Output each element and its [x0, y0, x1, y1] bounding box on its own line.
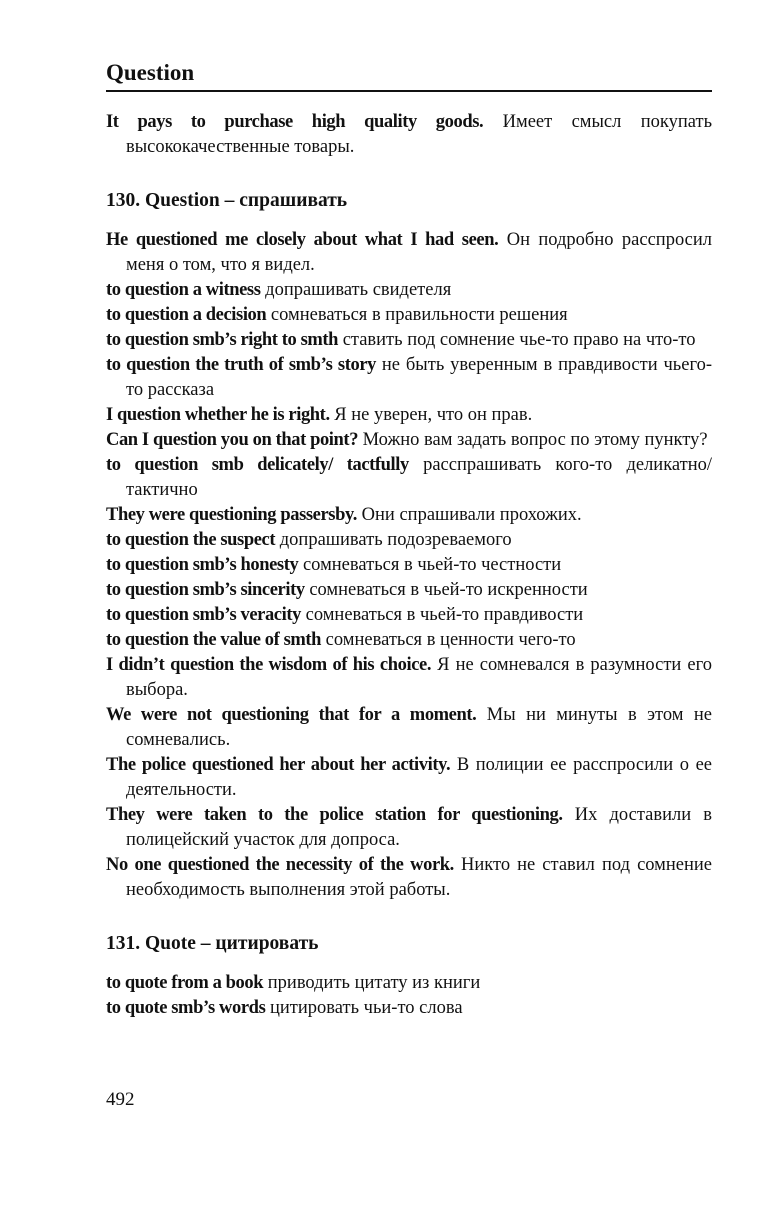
entry — [106, 453, 712, 503]
running-head: Question — [106, 58, 712, 92]
entry-translation: Я не сомневался в разумности его выбора. — [126, 655, 712, 700]
entry-translation: Их доставили в полицейский участок для допроса. — [126, 805, 712, 850]
entry — [106, 996, 712, 1021]
entry — [106, 578, 712, 603]
entry-phrase: We were not questioning that for a moment. — [106, 705, 477, 725]
entry-phrase: to question the suspect — [106, 530, 276, 550]
entry-phrase: I question whether he is right. — [106, 405, 330, 425]
entry-phrase: to question smb’s honesty — [106, 555, 299, 575]
entry-translation: Мы ни минуты в этом не сомневались. — [126, 705, 713, 750]
section-130-entries — [106, 228, 712, 903]
entry — [106, 628, 712, 653]
entry-phrase: Can I question you on that point? — [106, 430, 359, 450]
entry — [106, 328, 712, 353]
entry-phrase: to question smb’s veracity — [106, 605, 301, 625]
entry-translation: Имеет смысл покупать высококачественные товары. — [126, 112, 713, 157]
entry-phrase: to question smb’s right to smth — [106, 330, 339, 350]
entry-phrase: No one questioned the necessity of the work. — [106, 855, 454, 875]
entry-translation: сомневаться в чьей-то искренности — [309, 580, 588, 600]
entry-translation: цитировать чьи-то слова — [270, 998, 463, 1018]
entry-translation: В полиции ее расспросили о ее деятельности. — [126, 755, 712, 800]
entry-translation: Я не уверен, что он прав. — [334, 405, 533, 425]
entry-phrase: The police questioned her about her activity. — [106, 755, 451, 775]
entry — [106, 803, 712, 853]
entry-translation: Они спрашивали прохожих. — [361, 505, 582, 525]
entry — [106, 278, 712, 303]
entry — [106, 753, 712, 803]
entry-phrase: to question the value of smth — [106, 630, 322, 650]
entry — [106, 303, 712, 328]
entry-translation: сомневаться в чьей-то честности — [302, 555, 562, 575]
entry — [106, 353, 712, 403]
entry-translation: не быть уверенным в правдивости чьего-то рассказа — [126, 355, 712, 400]
entry-phrase: to question the truth of smb’s story — [106, 355, 376, 375]
entry-phrase: to quote from a book — [106, 973, 264, 993]
entry-phrase: to question a witness — [106, 280, 261, 300]
entry — [106, 503, 712, 528]
section-title-131: 131. Quote – цитировать — [106, 933, 319, 954]
entry-translation: Можно вам задать вопрос по этому пункту? — [362, 430, 708, 450]
section-131-entries — [106, 971, 712, 1021]
entry — [106, 853, 712, 903]
entry — [106, 653, 712, 703]
entry-translation: допрашивать свидетеля — [265, 280, 452, 300]
entry-translation: сомневаться в чьей-то правдивости — [305, 605, 584, 625]
entry-translation: приводить цитату из книги — [267, 973, 481, 993]
entry-translation: сомневаться в правильности решения — [270, 305, 568, 325]
entry — [106, 110, 712, 160]
entry-translation: ставить под сомнение чье-то право на что-то — [342, 330, 696, 350]
entry — [106, 228, 712, 278]
entry — [106, 428, 712, 453]
entry-phrase: to question smb delicately/ tactfully — [106, 455, 409, 475]
entry-translation: расспрашивать кого-то деликатно/ тактично — [126, 455, 713, 500]
entry — [106, 553, 712, 578]
entry-phrase: He questioned me closely about what I had seen. — [106, 230, 499, 250]
entry-translation: сомневаться в ценности чего-то — [325, 630, 576, 650]
entry-translation: Никто не ставил под сомнение необходимость выполнения этой работы. — [126, 855, 713, 900]
page-number: 492 — [106, 1089, 135, 1110]
entry — [106, 971, 712, 996]
entry-phrase: to question a decision — [106, 305, 267, 325]
intro-entries — [106, 110, 712, 160]
entry-phrase: I didn’t question the wisdom of his choice. — [106, 655, 432, 675]
entry — [106, 528, 712, 553]
entry — [106, 603, 712, 628]
entry-phrase: to question smb’s sincerity — [106, 580, 305, 600]
entry-phrase: They were questioning passersby. — [106, 505, 358, 525]
entry — [106, 403, 712, 428]
dictionary-page — [106, 58, 712, 1021]
entry-phrase: to quote smb’s words — [106, 998, 266, 1018]
entry — [106, 703, 712, 753]
entry-phrase: It pays to purchase high quality goods. — [106, 112, 484, 132]
entry-translation: Он подробно расспросил меня о том, что я видел. — [126, 230, 712, 275]
entry-phrase: They were taken to the police station for questioning. — [106, 805, 563, 825]
section-title-130: 130. Question – спрашивать — [106, 190, 348, 211]
entry-translation: допрашивать подозреваемого — [279, 530, 512, 550]
